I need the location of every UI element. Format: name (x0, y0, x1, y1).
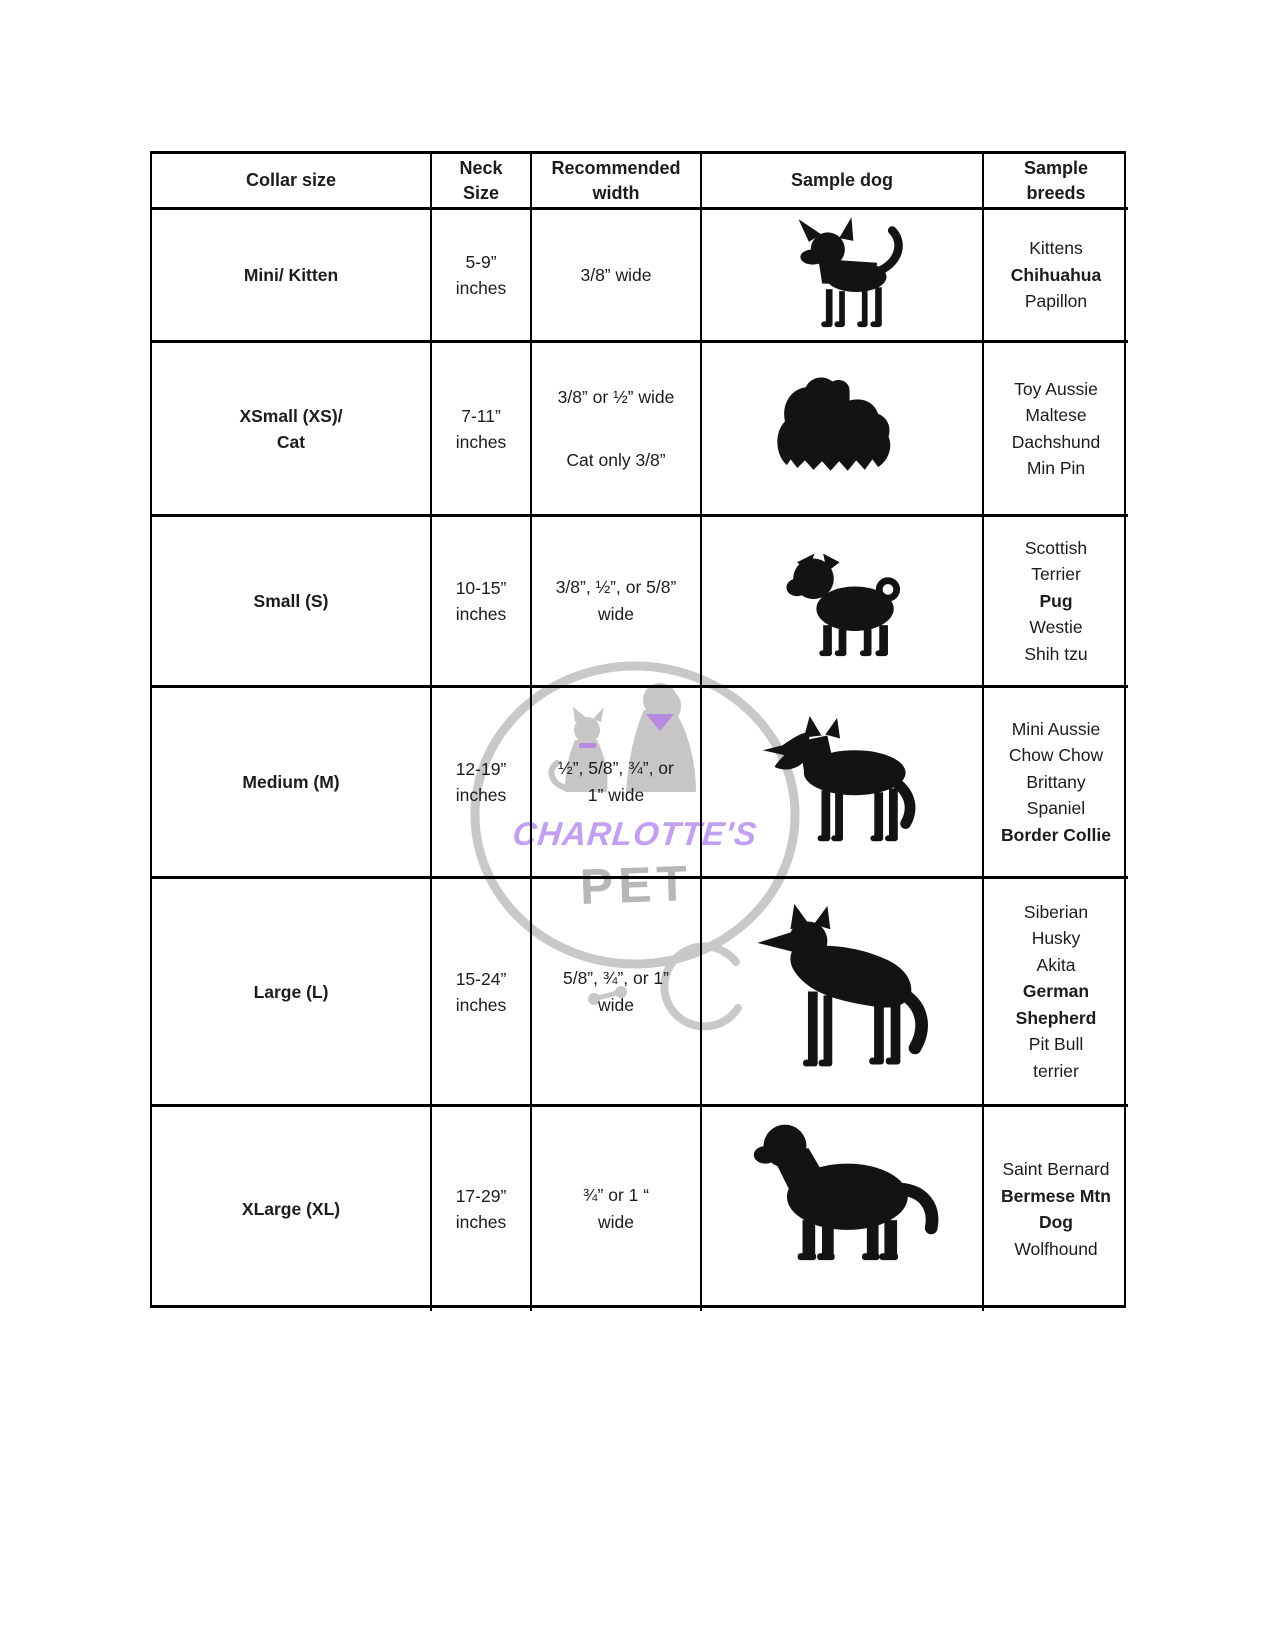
shepherd-mix-silhouette-icon (749, 714, 935, 851)
sample-dog-cell (702, 210, 984, 343)
neck-size-cell: 17-29” inches (432, 1107, 532, 1311)
german-shepherd-silhouette-icon (730, 902, 954, 1082)
watermark-pet-text: PET (578, 855, 694, 915)
sample-breeds-cell: Siberian Husky Akita German Shepherd Pit Bull terrier (984, 879, 1128, 1107)
pug-silhouette-icon (765, 542, 920, 660)
maltese-silhouette-icon (766, 372, 918, 486)
neck-size-cell: 7-11” inches (432, 343, 532, 517)
sample-dog-cell (702, 517, 984, 688)
collar-size-cell: XSmall (XS)/ Cat (152, 343, 432, 517)
recommended-width-cell: ½”, 5/8”, ¾”, or 1” wide (532, 688, 702, 879)
cat-width-note: Cat only 3/8” (566, 449, 666, 470)
sample-breeds-cell: Mini Aussie Chow Chow Brittany Spaniel Border Collie (984, 688, 1128, 879)
recommended-width-cell: 3/8” or ½” wide Cat only 3/8” (532, 343, 702, 517)
sample-breeds-cell: Scottish Terrier Pug Westie Shih tzu (984, 517, 1128, 688)
collar-size-cell (152, 879, 432, 1107)
neck-size-cell: 10-15” inches (432, 517, 532, 688)
collar-size-cell (152, 1107, 432, 1311)
recommended-width-cell: 5/8”, ¾”, or 1” wide (532, 879, 702, 1107)
collar-size-label: Large (L) (253, 981, 329, 1002)
sample-dog-cell (702, 688, 984, 879)
recommended-width-cell: ¾” or 1 “ wide (532, 1107, 702, 1311)
bernese-mountain-dog-silhouette-icon (742, 1111, 942, 1265)
collar-size-label: XLarge (XL) (241, 1199, 341, 1219)
collar-size-cell (152, 688, 432, 879)
collar-size-label: XSmall (XS)/ (239, 405, 343, 426)
sample-breeds-cell: Toy Aussie Maltese Dachshund Min Pin (984, 343, 1128, 517)
header-recommended-width: Recommended width (532, 154, 702, 210)
sample-dog-cell (702, 879, 984, 1107)
watermark-brand-name: CHARLOTTE'S (510, 815, 760, 852)
sample-breeds-cell: Kittens Chihuahua Papillon (984, 210, 1128, 343)
collar-size-label: Medium (M) (242, 772, 340, 792)
header-sample-breeds: Sample breeds (984, 154, 1128, 210)
header-sample-dog: Sample dog (702, 154, 984, 210)
header-neck-size: Neck Size (432, 154, 532, 210)
chihuahua-silhouette-icon (771, 217, 913, 333)
header-collar-size: Collar size (152, 154, 432, 210)
collar-size-table (150, 151, 1126, 1308)
collar-size-label: Small (S) (253, 591, 329, 611)
sample-dog-cell (702, 1107, 984, 1311)
recommended-width-cell: 3/8” wide (532, 210, 702, 343)
neck-size-cell: 12-19” inches (432, 688, 532, 879)
collar-size-cell (152, 210, 432, 343)
neck-size-cell: 5-9” inches (432, 210, 532, 343)
sample-breeds-cell: Saint Bernard Bermese Mtn Dog Wolfhound (1001, 1159, 1111, 1259)
recommended-width-cell: 3/8”, ½”, or 5/8” wide (532, 517, 702, 688)
neck-size-cell: 15-24” inches (432, 879, 532, 1107)
sample-dog-cell (702, 343, 984, 517)
collar-size-label: Mini/ Kitten (243, 265, 339, 285)
collar-size-cell (152, 517, 432, 688)
